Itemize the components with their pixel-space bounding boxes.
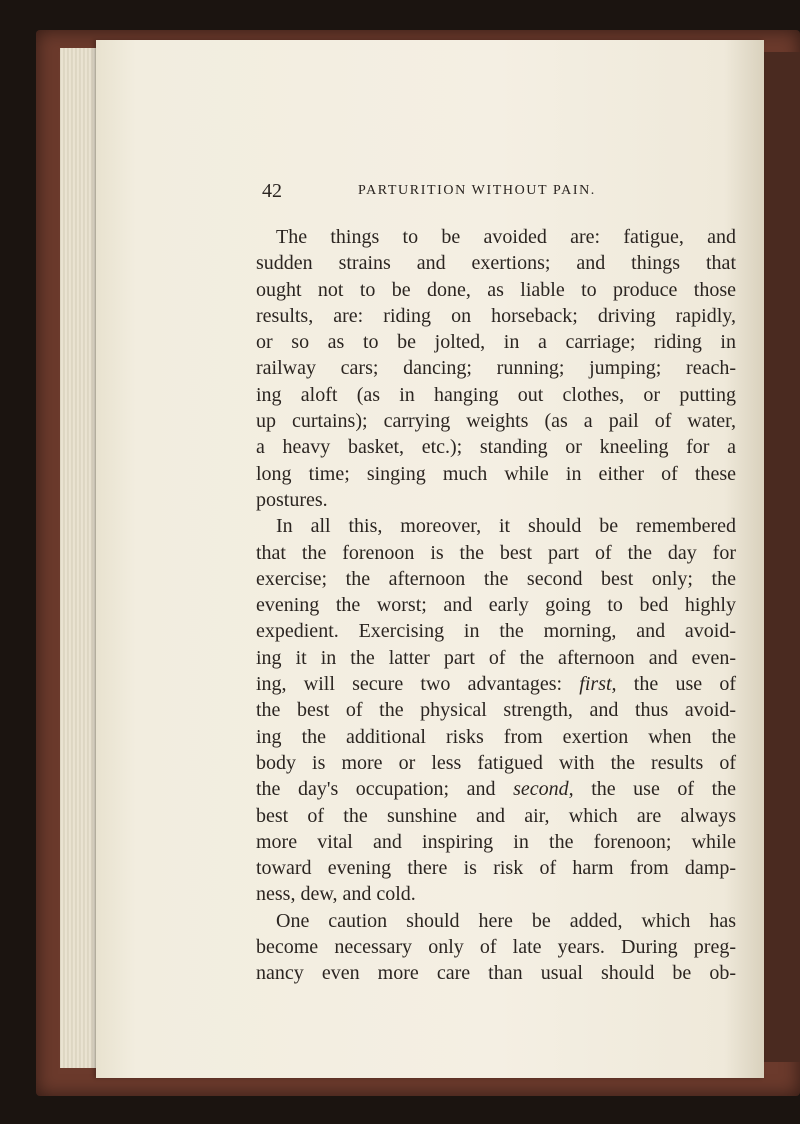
text-line: ing aloft (as in hanging out clothes, or putting [256,383,736,406]
text-line: that the forenoon is the best part of the day for [256,541,736,564]
text-line: ness, dew, and cold. [256,883,416,906]
text-line: postures. [256,488,328,511]
page-header [262,180,732,204]
text-line: ing it in the latter part of the afternoon and even- [256,646,736,669]
text-line: sudden strains and exertions; and things that [256,252,736,275]
text-line: toward evening there is risk of harm from damp- [256,857,736,880]
text-line: exercise; the afternoon the second best only; the [256,567,736,590]
text-line: become necessary only of late years. During preg- [256,936,736,959]
text-line: ought not to be done, as liable to produce those [256,278,736,301]
text-line: The things to be avoided are: fatigue, and [276,226,736,248]
body-text [256,224,736,987]
text-line: ing the additional risks from exertion when the [256,725,736,748]
page-number: 42 [262,180,282,202]
emphasis-first: first, [579,673,617,696]
text-fragment: the use of the [591,778,737,801]
text-line [256,671,736,697]
text-line [256,776,736,802]
text-line: results, are: riding on horseback; driving rapidly, [256,304,736,327]
emphasis-second: second, [513,778,574,801]
text-line: In all this, moreover, it should be remembered [276,515,736,538]
text-line: long time; singing much while in either of these [256,462,736,485]
book-spine-edge [760,52,800,1062]
text-line: body is more or less fatigued with the results of [256,751,736,774]
text-line: or so as to be jolted, in a carriage; riding in [256,331,736,354]
text-line: best of the sunshine and air, which are always [256,804,736,827]
text-line: One caution should here be added, which has [276,909,736,932]
text-line: a heavy basket, etc.); standing or kneeling for a [256,436,736,459]
text-line: evening the worst; and early going to bed highly [256,594,736,617]
text-fragment: the use of [633,673,736,696]
text-fragment: ing, will secure two advantages: [256,673,563,696]
running-head: PARTURITION WITHOUT PAIN. [358,183,596,198]
text-line: the best of the physical strength, and thus avoid- [256,699,736,722]
text-fragment: the day's occupation; and [256,778,496,801]
text-line: nancy even more care than usual should be ob- [256,962,736,985]
text-line: up curtains); carrying weights (as a pail of water, [256,410,736,433]
text-line: more vital and inspiring in the forenoon; while [256,830,736,853]
text-line: railway cars; dancing; running; jumping; reach- [256,357,736,380]
text-line: expedient. Exercising in the morning, and avoid- [256,620,736,643]
